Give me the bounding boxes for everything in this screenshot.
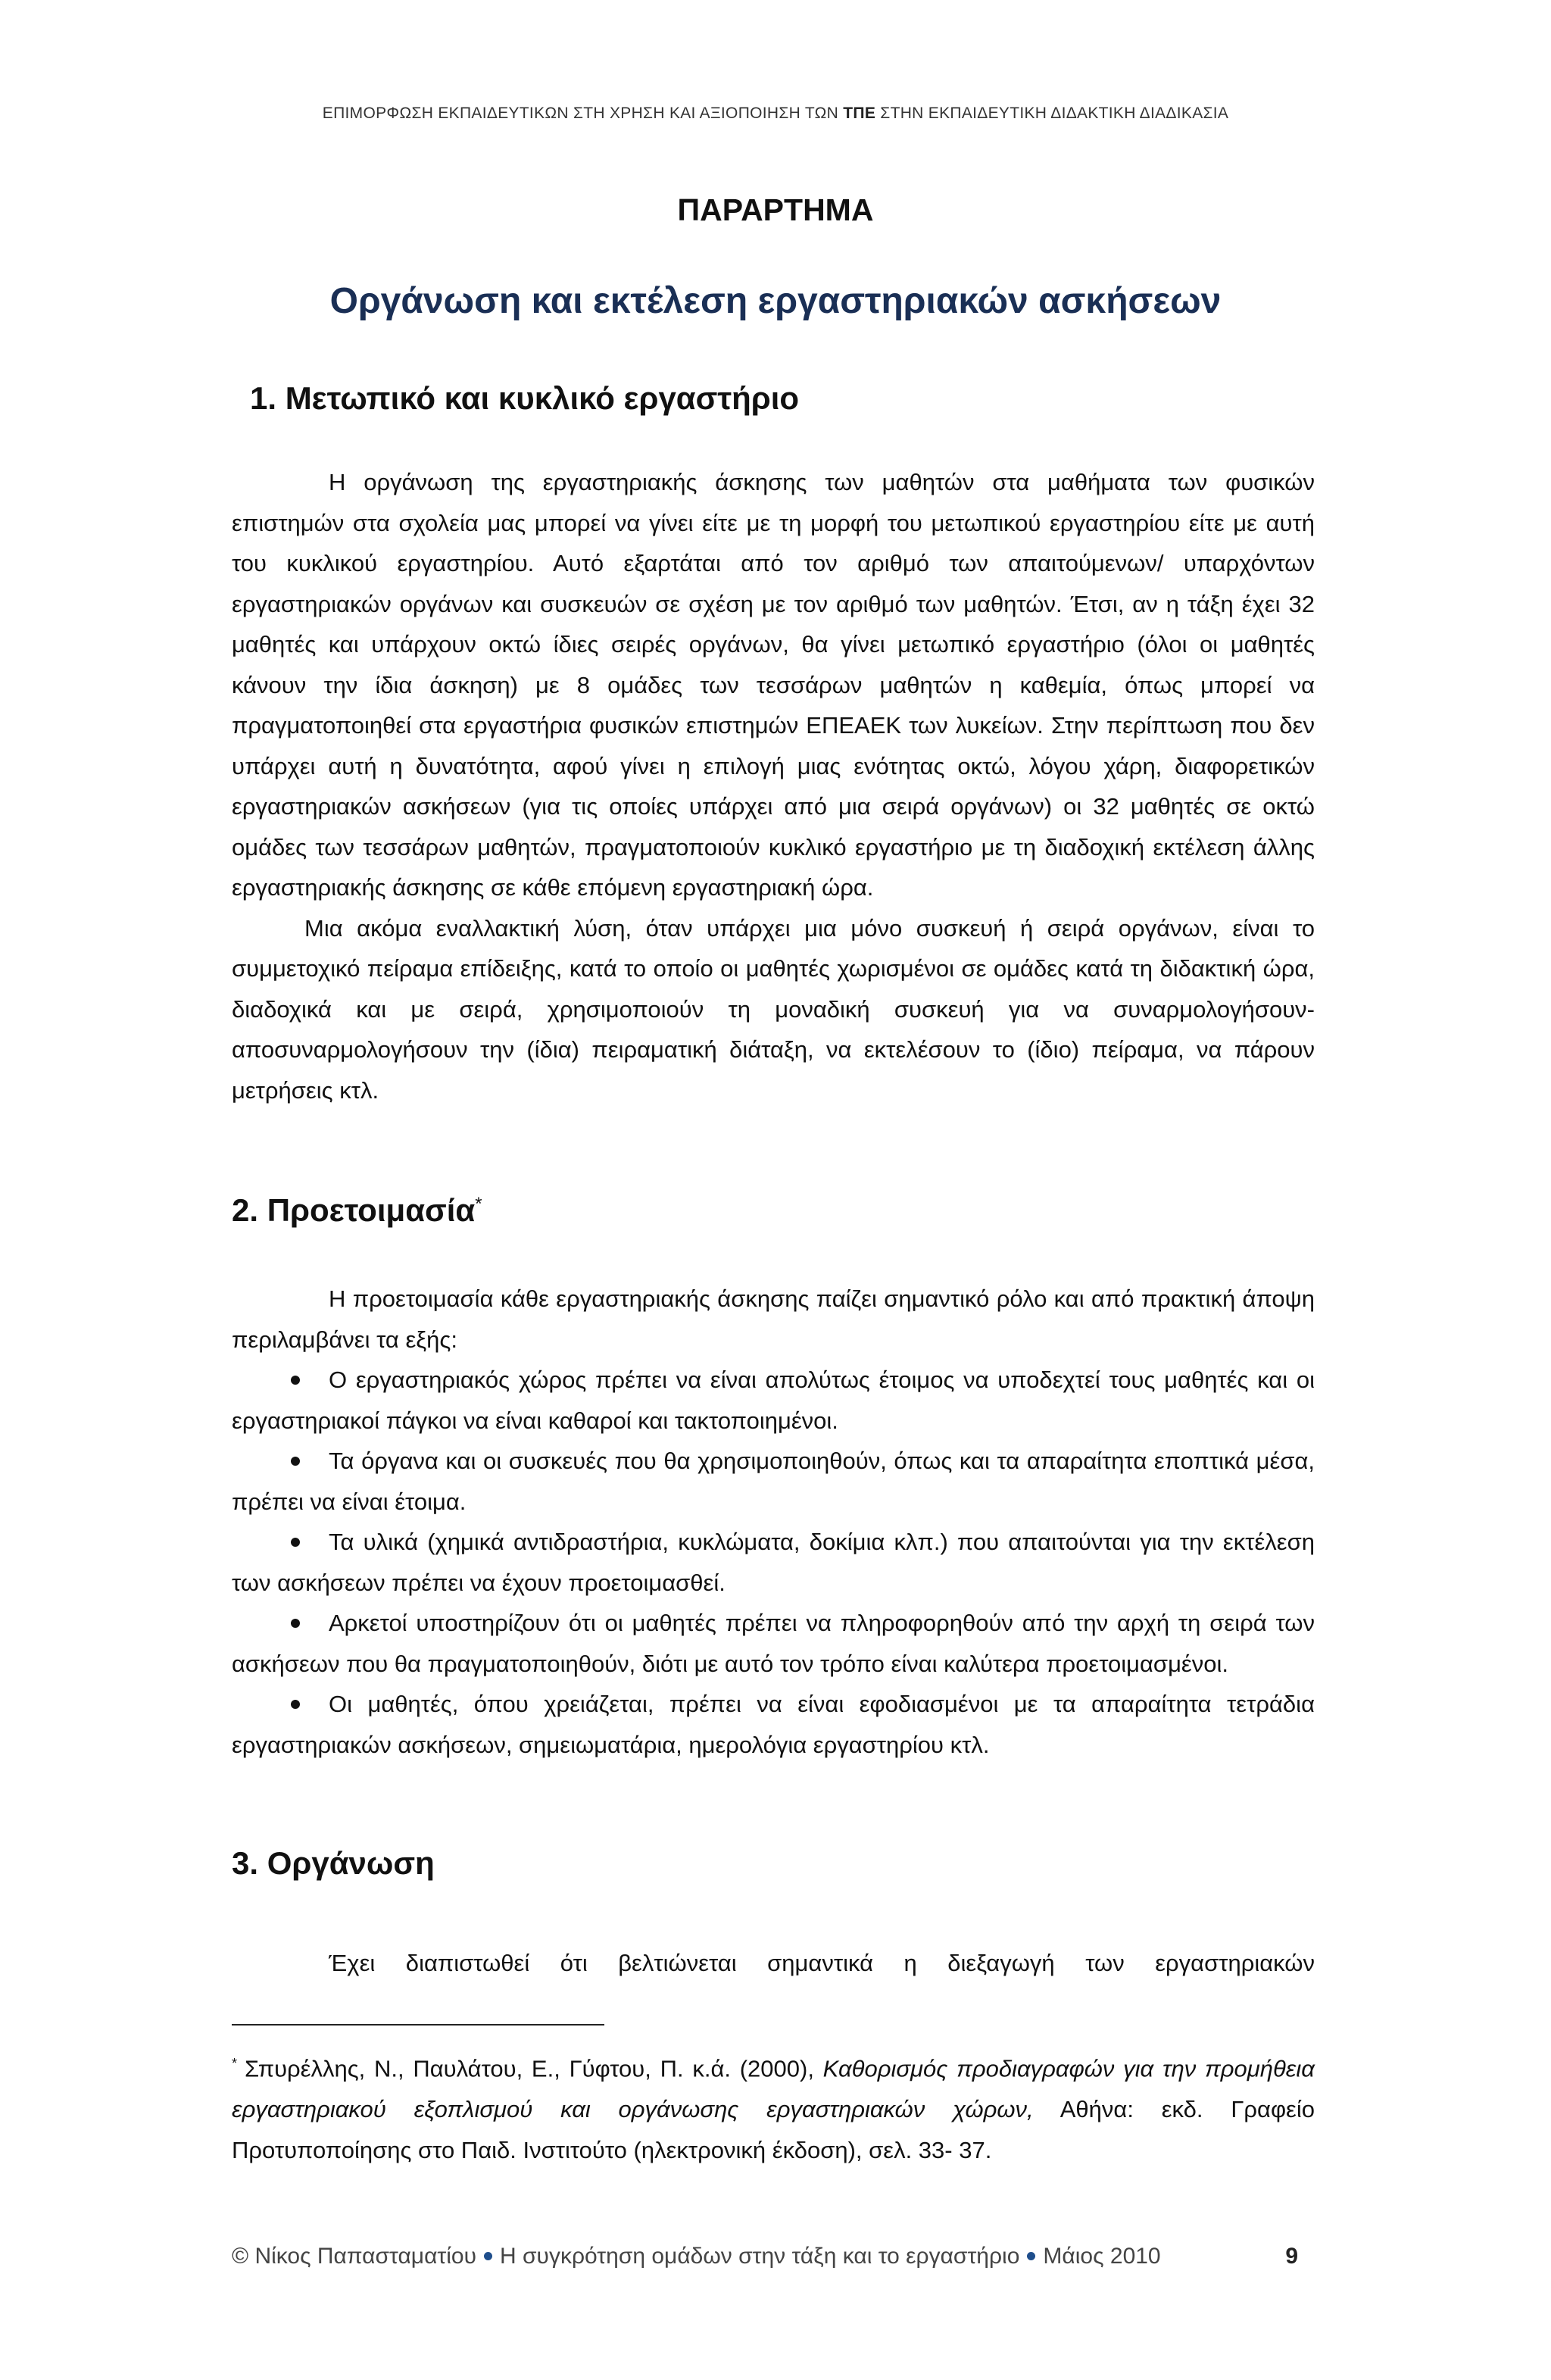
- bullet-text: Ο εργαστηριακός χώρος πρέπει να είναι απολύτως έτοιμος να υποδεχτεί τους μαθητές και οι εργαστηριακοί πάγκοι να είναι καθαροί και τακτοποιημένοι.: [232, 1366, 1315, 1434]
- footer-author: © Νίκος Παπασταματίου: [232, 2244, 477, 2269]
- section-3-heading: 3. Οργάνωση: [232, 1845, 435, 1881]
- section-2-heading: [232, 1192, 482, 1229]
- footer-date: Μάιος 2010: [1043, 2244, 1161, 2269]
- footnote-divider: [232, 2024, 604, 2025]
- running-header: [227, 105, 1324, 123]
- running-header-part-1: ΕΠΙΜΟΡΦΩΣΗ ΕΚΠΑΙΔΕΥΤΙΚΩΝ ΣΤΗ ΧΡΗΣΗ ΚΑΙ ΑΞΙΟΠΟΙΗΣΗ ΤΩΝ: [322, 105, 839, 122]
- section-1-body: [232, 462, 1315, 1110]
- footnote-title: Καθορισμός προδιαγραφών για την προμήθεια εργαστηριακού εξοπλισμού και οργάνωσης εργαστηριακών χώρων,: [232, 2055, 1315, 2123]
- section-1-paragraph-2: Μια ακόμα εναλλακτική λύση, όταν υπάρχει μια μόνο συσκευή ή σειρά οργάνων, είναι το συμμετοχικό πείραμα επίδειξης, κατά το οποίο οι μαθητές χωρισμένοι σε ομάδες κατά τη διδακτική ώρα, διαδοχικά και με σειρά, χρησιμοποιούν τη μοναδική συσκευή για να συναρμολογήσουν-αποσυναρμολογήσουν την (ίδια) πειραματική διάταξη, να εκτελέσουν το (ίδιο) πείραμα, να πάρουν μετρήσεις κτλ.: [232, 914, 1315, 1104]
- section-2-heading-text: 2. Προετοιμασία: [232, 1192, 476, 1228]
- running-header-part-2: ΣΤΗΝ ΕΚΠΑΙΔΕΥΤΙΚΗ ΔΙΔΑΚΤΙΚΗ ΔΙΑΔΙΚΑΣΙΑ: [880, 105, 1229, 122]
- footnote-publisher: Αθήνα: εκδ. Γραφείο Προτυποποίησης στο Παιδ. Ινστιτούτο (ηλεκτρονική έκδοση), σελ. 33- 37.: [232, 2096, 1315, 2164]
- running-header-bold: ΤΠΕ: [843, 105, 876, 122]
- bullet-item: [232, 1441, 1315, 1522]
- bullet-text: Οι μαθητές, όπου χρειάζεται, πρέπει να είναι εφοδιασμένοι με τα απαραίτητα τετράδια εργαστηριακών ασκήσεων, σημειωματάρια, ημερολόγια εργαστηρίου κτλ.: [232, 1691, 1315, 1758]
- footnote: [232, 2043, 1315, 2171]
- footnote-authors: Σπυρέλλης, Ν., Παυλάτου, Ε., Γύφτου, Π. κ.ά. (2000),: [245, 2055, 814, 2082]
- section-3-body: [232, 1943, 1315, 1984]
- bullet-dot-icon: [291, 1376, 300, 1385]
- section-2-body: [232, 1279, 1315, 1765]
- bullet-text: Αρκετοί υποστηρίζουν ότι οι μαθητές πρέπει να πληροφορηθούν από την αρχή τη σειρά των ασκήσεων που θα πραγματοποιηθούν, διότι με αυτό τον τρόπο είναι καλύτερα προετοιμασμένοι.: [232, 1610, 1315, 1677]
- footnote-mark: *: [232, 2056, 238, 2071]
- footer-separator-dot-icon: [1027, 2252, 1035, 2260]
- page-number: 9: [1285, 2244, 1298, 2269]
- section-1-paragraph-1: Η οργάνωση της εργαστηριακής άσκησης των μαθητών στα μαθήματα των φυσικών επιστημών στα σχολεία μας μπορεί να γίνει είτε με τη μορφή του μετωπικού εργαστηρίου είτε με αυτή του κυκλικού εργαστηρίου. Αυτό εξαρτάται από τον αριθμό των απαιτούμενων/ υπαρχόντων εργαστηριακών οργάνων και συσκευών σε σχέση με τον αριθμό των μαθητών. Έτσι, αν η τάξη έχει 32 μαθητές και υπάρχουν οκτώ ίδιες σειρές οργάνων, θα γίνει μετωπικό εργαστήριο (όλοι οι μαθητές κάνουν την ίδια άσκηση) με 8 ομάδες των τεσσάρων μαθητών η καθεμία, όπως μπορεί να πραγματοποιηθεί στα εργαστήρια φυσικών επιστημών ΕΠΕΑΕΚ των λυκείων. Στην περίπτωση που δεν υπάρχει αυτή η δυνατότητα, αφού γίνει η επιλογή μιας ενότητας οκτώ, λόγου χάρη, διαφορετικών εργαστηριακών ασκήσεων (για τις οποίες υπάρχει από μια σειρά οργάνων) οι 32 μαθητές σε οκτώ ομάδες των τεσσάρων μαθητών, πραγματοποιούν κυκλικό εργαστήριο με τη διαδοχική εκτέλεση άλλης εργαστηριακής άσκησης σε κάθε επόμενη εργαστηριακή ώρα.: [232, 469, 1315, 901]
- bullet-dot-icon: [291, 1700, 300, 1709]
- bullet-dot-icon: [291, 1619, 300, 1628]
- footer-separator-dot-icon: [484, 2252, 492, 2260]
- section-3-intro: Έχει διαπιστωθεί ότι βελτιώνεται σημαντικά η διεξαγωγή των εργαστηριακών: [329, 1950, 1315, 1976]
- bullet-item: [232, 1360, 1315, 1441]
- bullet-dot-icon: [291, 1457, 300, 1466]
- footer-work-title: Η συγκρότηση ομάδων στην τάξη και το εργαστήριο: [500, 2244, 1020, 2269]
- appendix-title: ΠΑΡΑΡΤΗΜΑ: [677, 192, 874, 227]
- bullet-item: [232, 1684, 1315, 1765]
- bullet-item: [232, 1603, 1315, 1684]
- bullet-dot-icon: [291, 1538, 300, 1547]
- bullet-text: Τα υλικά (χημικά αντιδραστήρια, κυκλώματα, δοκίμια κλπ.) που απαιτούνται για την εκτέλεση των ασκήσεων πρέπει να έχουν προετοιμασθεί.: [232, 1529, 1315, 1596]
- section-1-heading: 1. Μετωπικό και κυκλικό εργαστήριο: [250, 380, 800, 416]
- bullet-item: [232, 1522, 1315, 1603]
- section-2-footnote-mark[interactable]: *: [475, 1194, 482, 1214]
- section-2-intro: Η προετοιμασία κάθε εργαστηριακής άσκησης παίζει σημαντικό ρόλο και από πρακτική άποψη περιλαμβάνει τα εξής:: [232, 1285, 1315, 1353]
- page-footer: [232, 2244, 1315, 2269]
- main-title: Οργάνωση και εκτέλεση εργαστηριακών ασκήσεων: [329, 281, 1222, 321]
- bullet-text: Τα όργανα και οι συσκευές που θα χρησιμοποιηθούν, όπως και τα απαραίτητα εποπτικά μέσα, πρέπει να είναι έτοιμα.: [232, 1448, 1315, 1515]
- section-2-bullet-list: [232, 1360, 1315, 1765]
